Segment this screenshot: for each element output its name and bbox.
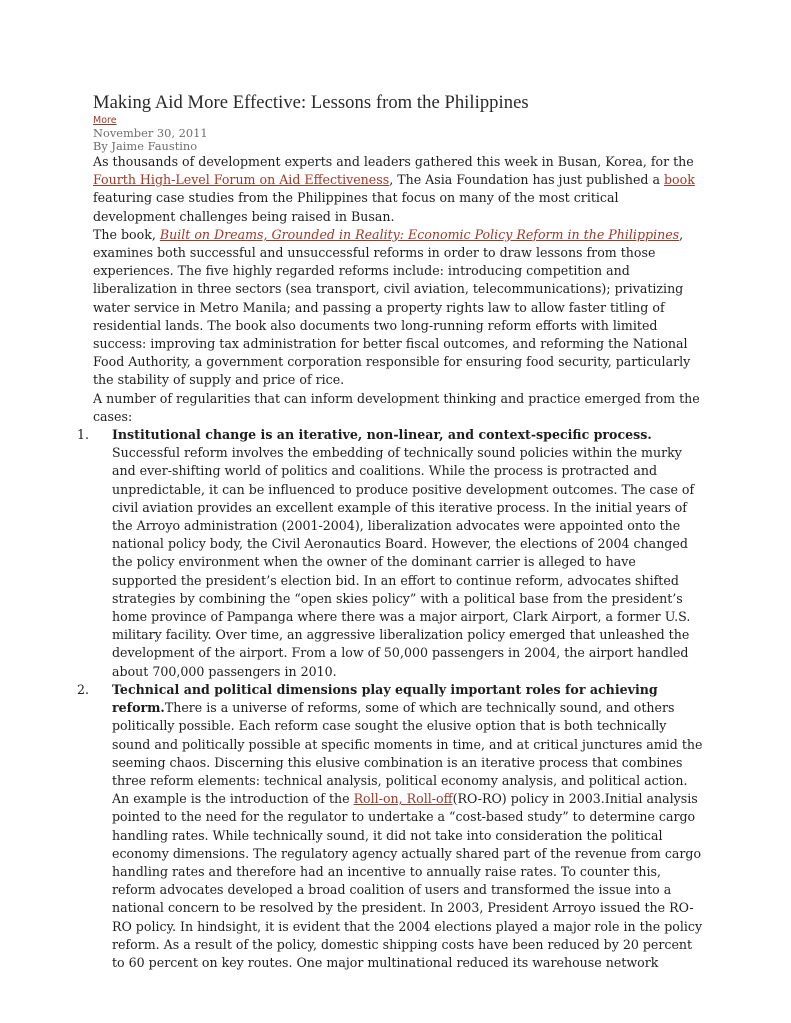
- article-date: November 30, 2011: [93, 126, 208, 140]
- para2-text-1: The book,: [93, 226, 160, 242]
- item-number: 2.: [77, 681, 90, 697]
- article: [77, 92, 703, 972]
- lessons-list: [77, 426, 703, 972]
- article-title: Making Aid More Effective: Lessons from the Philippines: [93, 92, 529, 113]
- item-number: 1.: [77, 427, 90, 443]
- para1-text-1: As thousands of development experts and leaders gathered this week in Busan, Korea, for the: [93, 154, 694, 169]
- article-byline: By Jaime Faustino: [93, 139, 198, 153]
- item-body: Successful reform involves the embedding of technically sound policies within the murky and ever-shifting world of politics and coalitions. While the process is protracted and unpredictable, it can be influenced to produce positive development outcomes. The case of civil aviation provides an excellent example of this iterative process. In the initial years of the Arroyo administration (2001-2004), liberalization advocates were appointed onto the national policy body, the Civil Aeronautics Board. However, the elections of 2004 changed the policy environment when the owner of the dominant carrier is alleged to have supported the president’s election bid. In an effort to continue reform, advocates shifted strategies by combining the “open skies policy” with a political base from the president’s home province of Pampanga where there was a major airport, Clark Airport, a former U.S. military facility. Over time, an aggressive liberalization policy emerged that unleashed the development of the airport. From a low of 50,000 passengers in 2004, the airport handled about 700,000 passengers in 2010.: [112, 445, 695, 679]
- forum-link[interactable]: Fourth High-Level Forum on Aid Effectiveness: [93, 172, 390, 188]
- more-link[interactable]: More: [93, 115, 117, 126]
- para1-text-3: featuring case studies from the Philippines that focus on many of the most critical development challenges being raised in Busan.: [93, 190, 619, 224]
- para1-text-2: , The Asia Foundation has just published a: [389, 172, 664, 188]
- book-link[interactable]: book: [664, 172, 695, 188]
- intro-paragraph: [93, 153, 703, 226]
- item-body: There is a universe of reforms, some of which are technically sound, and others politically possible. Each reform case sought the elusive option that is both technically sound and politically possible at specific moments in time, and at critical junctures amid the seeming chaos. Discerning this elusive combination is an iterative process that combines three reform elements: technical analysis, political economy analysis, and political action. An example is the introduction of the: [112, 700, 703, 807]
- regularities-intro: A number of regularities that can inform development thinking and practice emerged from the cases:: [93, 390, 700, 424]
- list-item: [77, 426, 703, 681]
- roro-link[interactable]: Roll-on, Roll-off: [353, 791, 453, 807]
- item-heading: Technical and political dimensions play equally important roles for achieving reform.: [112, 681, 658, 716]
- item-heading: Institutional change is an iterative, non-linear, and context-specific process.: [112, 427, 652, 443]
- book-title-link[interactable]: Built on Dreams, Grounded in Reality: Economic Policy Reform in the Philippines: [159, 226, 680, 242]
- list-item: [77, 681, 703, 972]
- para2-text-2: , examines both successful and unsuccessful reforms in order to draw lessons from those experiences. The five highly regarded reforms include: introducing competition and liberalization in three sectors (sea transport, civil aviation, telecommunications); privatizing water service in Metro Manila; and passing a property rights law to allow faster titling of residential lands. The book also documents two long-running reform efforts with limited success: improving tax administration for better fiscal outcomes, and reforming the National Food Authority, a government corporation responsible for ensuring food security, particularly the stability of supply and price of rice.: [93, 226, 691, 388]
- item-body-continued: (RO-RO) policy in 2003.Initial analysis pointed to the need for the regulator to undertake a “cost-based study” to determine cargo handling rates. While technically sound, it did not take into consideration the political economy dimensions. The regulatory agency actually shared part of the revenue from cargo handling rates and therefore had an incentive to annually raise rates. To counter this, reform advocates developed a broad coalition of users and transformed the issue into a national concern to be resolved by the president. In 2003, President Arroyo issued the RO-RO policy. In hindsight, it is evident that the 2004 elections played a major role in the policy reform. As a result of the policy, domestic shipping costs have been reduced by 20 percent to 60 percent on key routes. One major multinational reduced its warehouse network: [112, 791, 703, 970]
- book-paragraph: [93, 226, 703, 390]
